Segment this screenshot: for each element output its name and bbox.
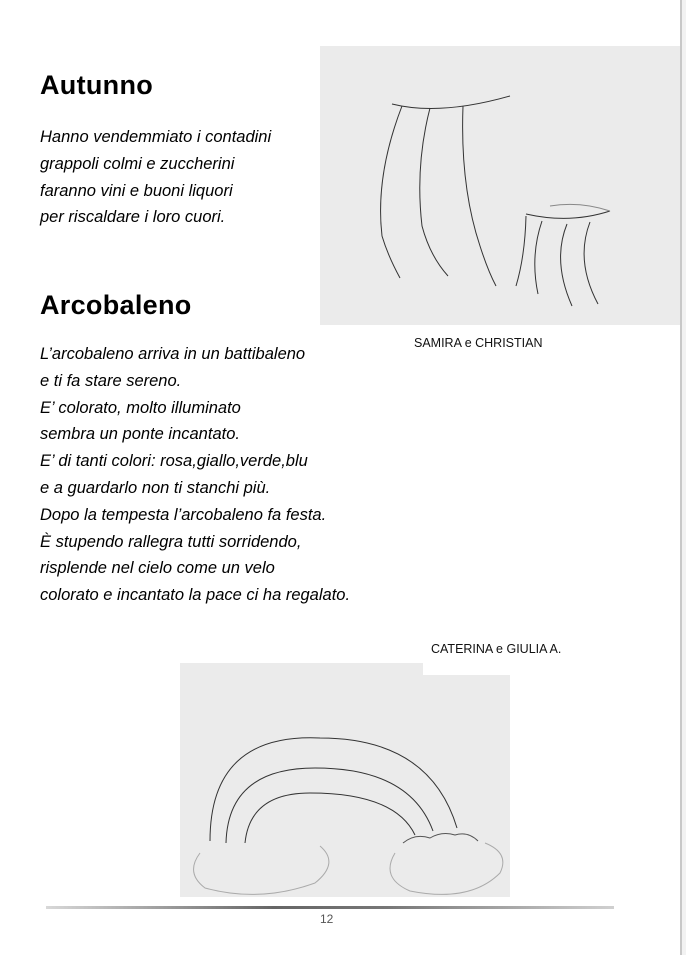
page-edge-shadow — [682, 0, 686, 955]
poem-line: L’arcobaleno arriva in un battibaleno — [40, 345, 306, 363]
poem-line: e a guardarlo non ti stanchi più. — [40, 478, 271, 497]
drawing-rainbow — [180, 663, 510, 897]
drawing-caption-samira-christian: SAMIRA e CHRISTIAN — [414, 336, 543, 350]
footer-divider — [46, 906, 614, 909]
page-number: 12 — [320, 912, 334, 926]
poem-line: faranno vini e buoni liquori — [40, 181, 233, 200]
poem-title-autunno: Autunno — [40, 70, 154, 100]
poem-line: sembra un ponte incantato. — [40, 425, 240, 444]
poem-line: Dopo la tempesta l’arcobaleno fa festa. — [40, 505, 327, 524]
drawing-caption-caterina-giulia: CATERINA e GIULIA A. — [431, 642, 562, 656]
poem-autunno — [40, 124, 271, 231]
poem-line: E’ di tanti colori: rosa,giallo,verde,blu — [40, 452, 308, 471]
poem-line: colorato e incantato la pace ci ha regalato. — [40, 586, 351, 605]
poem-line: e ti fa stare sereno. — [40, 371, 182, 390]
poem-title-arcobaleno: Arcobaleno — [40, 290, 192, 320]
drawing-grapes-barrels — [320, 46, 680, 325]
poem-arcobaleno — [40, 341, 350, 609]
poem-line: per riscaldare i loro cuori. — [40, 208, 226, 227]
poem-line: E’ colorato, molto illuminato — [40, 398, 241, 417]
poem-line: Hanno vendemmiato i contadini — [40, 128, 272, 146]
poem-line: È stupendo rallegra tutti sorridendo, — [40, 532, 302, 551]
poem-line: risplende nel cielo come un velo — [40, 559, 275, 578]
poem-line: grappoli colmi e zuccherini — [40, 154, 235, 173]
